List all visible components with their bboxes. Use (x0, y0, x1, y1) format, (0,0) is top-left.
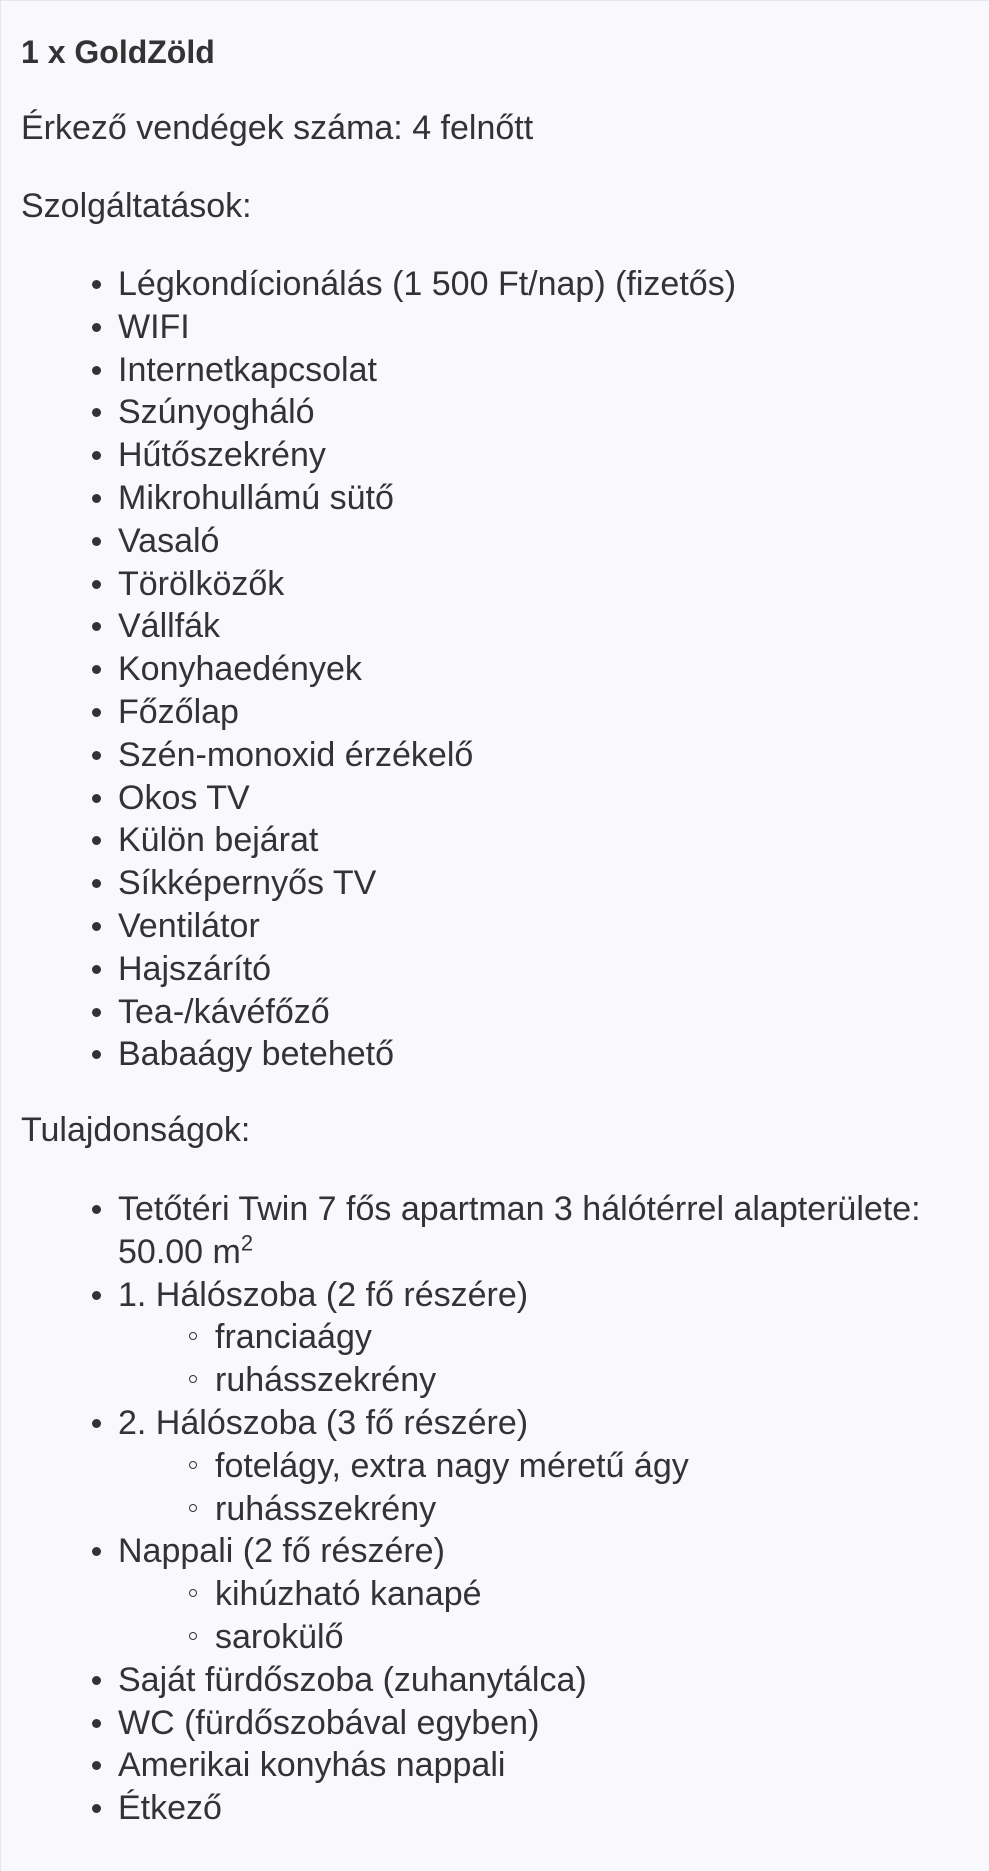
properties-heading: Tulajdonságok: (21, 1111, 251, 1149)
list-item: Babaágy betehető (118, 1033, 978, 1076)
guest-count: Érkező vendégek száma: 4 felnőtt (21, 109, 534, 147)
room-title: 1 x GoldZöld (21, 34, 215, 70)
sub-list-item: franciaágy (215, 1316, 978, 1359)
properties-list (21, 1188, 978, 1830)
list-item: Vállfák (118, 605, 978, 648)
list-item: Hajszárító (118, 948, 978, 991)
sub-list-item: kihúzható kanapé (215, 1573, 978, 1616)
room-label: 2. Hálószoba (3 fő részére) (118, 1403, 529, 1442)
list-item: Internetkapcsolat (118, 349, 978, 392)
list-item: Ventilátor (118, 905, 978, 948)
list-item: Mikrohullámú sütő (118, 477, 978, 520)
room-features (118, 1445, 978, 1531)
services-heading: Szolgáltatások: (21, 187, 252, 225)
apartment-size-item (118, 1188, 978, 1274)
room-label: 1. Hálószoba (2 fő részére) (118, 1275, 529, 1314)
list-item: Hűtőszekrény (118, 434, 978, 477)
room-item (118, 1274, 978, 1402)
list-item: Amerikai konyhás nappali (118, 1744, 978, 1787)
list-item: Étkező (118, 1787, 978, 1830)
sub-list-item: ruhásszekrény (215, 1359, 978, 1402)
sub-list-item: ruhásszekrény (215, 1488, 978, 1531)
list-item: Tea-/kávéfőző (118, 991, 978, 1034)
list-item: Szúnyogháló (118, 391, 978, 434)
room-item (118, 1530, 978, 1658)
list-item: Saját fürdőszoba (zuhanytálca) (118, 1659, 978, 1702)
apartment-area (118, 1231, 978, 1274)
list-item: Külön bejárat (118, 819, 978, 862)
sub-list-item: fotelágy, extra nagy méretű ágy (215, 1445, 978, 1488)
apartment-description: Tetőtéri Twin 7 fős apartman 3 hálótérrel alapterülete: (118, 1190, 921, 1228)
list-item: Főzőlap (118, 691, 978, 734)
list-item: Síkképernyős TV (118, 862, 978, 905)
list-item: Törölközők (118, 563, 978, 606)
list-item: WC (fürdőszobával egyben) (118, 1702, 978, 1745)
list-item: Okos TV (118, 777, 978, 820)
room-item (118, 1402, 978, 1530)
room-features (118, 1316, 978, 1402)
area-value: 50.00 m (118, 1232, 241, 1271)
room-label: Nappali (2 fő részére) (118, 1532, 445, 1571)
room-features (118, 1573, 978, 1659)
list-item: WIFI (118, 306, 978, 349)
services-list (21, 263, 978, 1076)
area-exponent: 2 (240, 1230, 254, 1256)
list-item: Vasaló (118, 520, 978, 563)
sub-list-item: sarokülő (215, 1616, 978, 1659)
list-item: Szén-monoxid érzékelő (118, 734, 978, 777)
list-item: Konyhaedények (118, 648, 978, 691)
list-item: Légkondícionálás (1 500 Ft/nap) (fizetős) (118, 263, 978, 306)
